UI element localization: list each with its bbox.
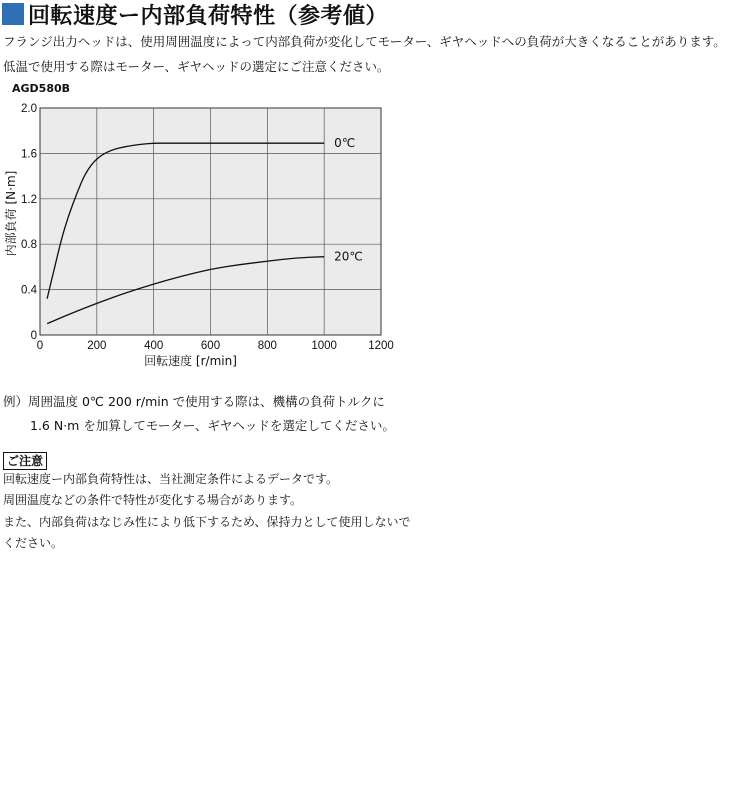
notice-line-1: 回転速度ー内部負荷特性は、当社測定条件によるデータです。 — [3, 472, 339, 486]
notice-line-3: また、内部負荷はなじみ性により低下するため、保持力として使用しないで — [3, 515, 411, 529]
y-tick-label: 0 — [30, 330, 37, 342]
title-square-icon — [2, 3, 24, 25]
example-line-1: 例）周囲温度 0℃ 200 r/min で使用する際は、機構の負荷トルクに — [3, 394, 385, 409]
x-tick-label: 400 — [144, 340, 164, 352]
x-tick-label: 1200 — [368, 340, 394, 352]
y-tick-label: 1.2 — [21, 193, 37, 206]
x-tick-label: 200 — [87, 340, 107, 352]
series-label-0: 0℃ — [334, 136, 356, 151]
example-line-2: 1.6 N·m を加算してモーター、ギヤヘッドを選定してください。 — [30, 418, 395, 433]
page-title — [0, 0, 388, 28]
x-tick-label: 1000 — [311, 340, 337, 352]
page-title-text: 回転速度ー内部負荷特性（参考値） — [28, 3, 389, 29]
y-tick-label: 2.0 — [21, 103, 37, 115]
x-tick-label: 600 — [200, 340, 221, 352]
intro-line-2: 低温で使用する際はモーター、ギヤヘッドの選定にご注意ください。 — [3, 59, 390, 74]
y-axis-label: 内部負荷 [N·m] — [4, 170, 18, 257]
series-label-1: 20℃ — [334, 249, 363, 264]
x-axis-label: 回転速度 [r/min] — [144, 354, 237, 368]
y-tick-label: 1.6 — [21, 148, 37, 161]
y-tick-label: 0.8 — [21, 239, 37, 252]
y-tick-label: 0.4 — [21, 284, 37, 297]
notice-label: ご注意 — [3, 452, 47, 470]
chart — [0, 96, 420, 376]
intro-line-1: フランジ出力ヘッドは、使用周囲温度によって内部負荷が変化してモーター、ギヤヘッドへの負荷が大きくなることがあります。 — [3, 34, 726, 49]
x-tick-label: 0 — [36, 340, 44, 352]
notice-line-4: ください。 — [3, 536, 64, 550]
x-tick-label: 800 — [257, 340, 277, 352]
notice-line-2: 周囲温度などの条件で特性が変化する場合があります。 — [3, 493, 303, 507]
model-label: AGD580B — [12, 82, 71, 95]
